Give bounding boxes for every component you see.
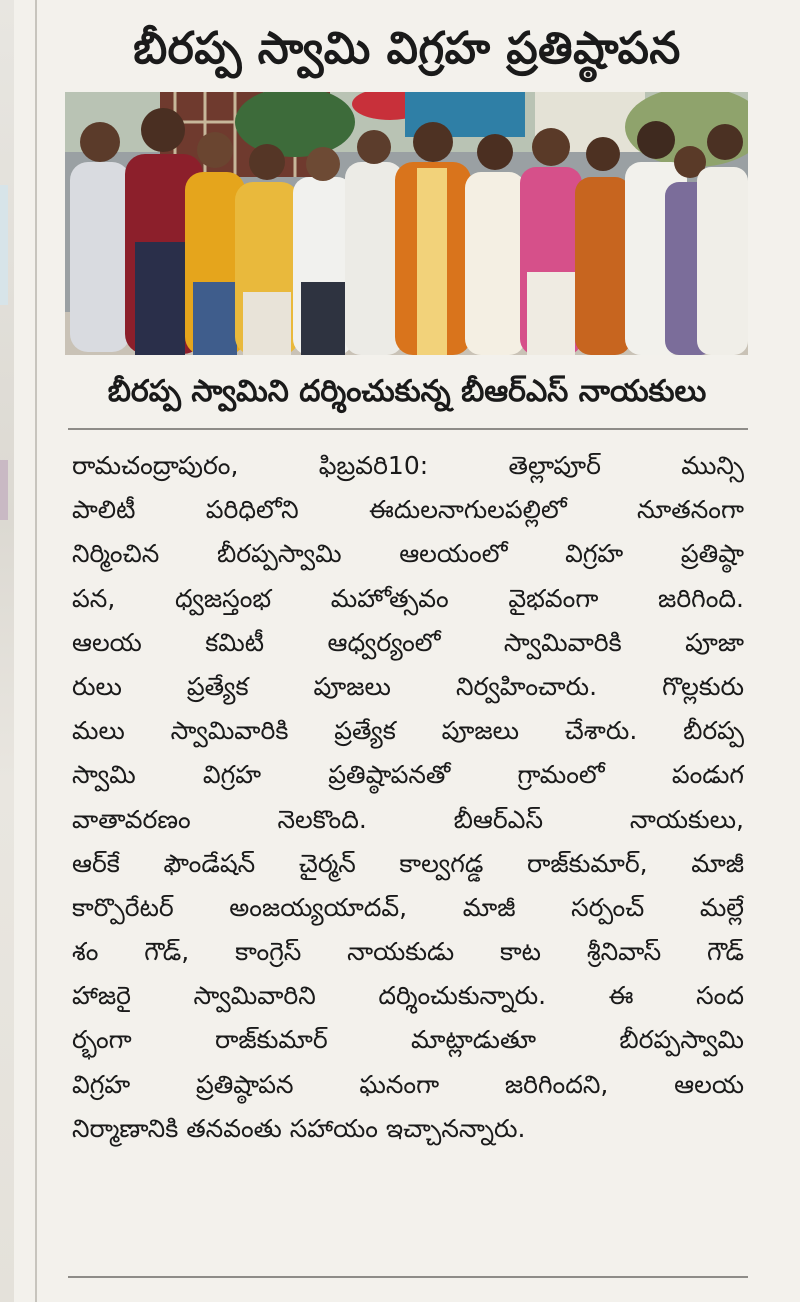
article-headline: బీరప్ప స్వామి విగ్రహ ప్రతిష్ఠాపన [133, 23, 681, 74]
article-body-line: స్వామి విగ్రహ ప్రతిష్ఠాపనతో గ్రామంలో పండుగ [72, 760, 744, 790]
article-body-line: ఆలయ కమిటీ ఆధ్వర్యంలో స్వామివారికి పూజా [72, 627, 744, 657]
article-body-line: వాతావరణం నెలకొంది. బీఆర్‌ఎస్ నాయకులు, [72, 804, 744, 834]
article-body-line: ఆర్‌కే ఫౌండేషన్ చైర్మన్ కాల్వగడ్డ రాజ్‌కుమార్, మాజీ [72, 848, 744, 878]
article-body-line: రామచంద్రాపురం, ఫిబ్రవరి10: తెల్లాపూర్ మున్సి [72, 451, 744, 480]
column-divider [35, 0, 37, 1302]
article-end-rule [68, 1276, 748, 1278]
caption-divider [68, 428, 748, 430]
article-body-line: పాలిటీ పరిధిలోని ఈదులనాగులపల్లిలో నూతనంగా [72, 495, 744, 525]
article-body-line: కార్పొరేటర్ అంజయ్యయాదవ్, మాజీ సర్పంచ్ మల్లే [72, 892, 744, 922]
photo-caption: బీరప్ప స్వామిని దర్శించుకున్న బీఆర్‌ఎస్ నాయకులు [107, 374, 707, 409]
article-body-line: మలు స్వామివారికి ప్రత్యేక పూజలు చేశారు. బీరప్ప [72, 716, 744, 746]
news-article [62, 0, 752, 1302]
article-body-line: నిర్మాణానికి తనవంతు సహాయం ఇచ్చానన్నారు. [72, 1113, 526, 1143]
article-body-line: ర్భంగా రాజ్‌కుమార్ మాట్లాడుతూ బీరప్పస్వామి [72, 1025, 744, 1055]
article-body-line: హాజరై స్వామివారిని దర్శించుకున్నారు. ఈ సంద [72, 981, 744, 1011]
article-body-line: శం గౌడ్, కాంగ్రెస్ నాయకుడు కాట శ్రీనివాస్ గౌడ్ [72, 937, 744, 967]
article-body-line: విగ్రహ ప్రతిష్ఠాపన ఘనంగా జరిగిందని, ఆలయ [72, 1069, 744, 1099]
article-body-line: పన, ధ్వజస్తంభ మహోత్సవం వైభవంగా జరిగింది. [72, 583, 744, 613]
adjacent-column-fragment [0, 185, 8, 305]
adjacent-column-edge [0, 0, 14, 1302]
article-body-line: నిర్మించిన బీరప్పస్వామి ఆలయంలో విగ్రహ ప్రతిష్ఠా [72, 539, 744, 569]
article-body-line: రులు ప్రత్యేక పూజలు నిర్వహించారు. గొల్లకురు [72, 671, 744, 701]
group-photo-illustration [65, 92, 748, 355]
article-photo [65, 92, 748, 355]
article-body [72, 444, 744, 1151]
adjacent-column-fragment [0, 460, 8, 520]
